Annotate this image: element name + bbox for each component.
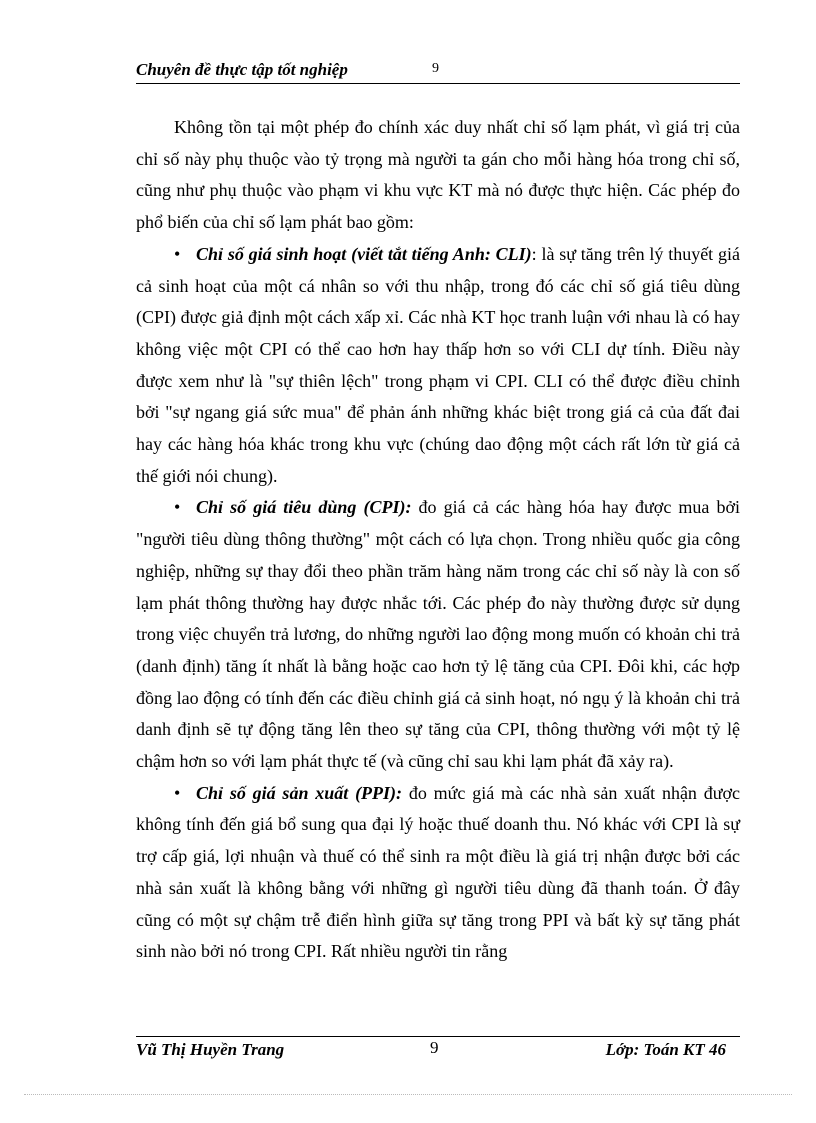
bullet-text: đo mức giá mà các nhà sản xuất nhận được không tính đến giá bổ sung qua đại lý hoặc thuế doanh thu. Nó khác với CPI là sự trợ cấp giá, lợi nhuận và thuế có thể sinh ra một điều là giá trị nhận được bởi các nhà sản xuất là không bằng với những gì người tiêu dùng đã thanh toán. Ở đây cũng có một sự chậm trễ điển hình giữa sự tăng trong PPI và bất kỳ sự tăng phát sinh nào bởi nó trong CPI. Rất nhiều người tin rằng	[136, 782, 740, 962]
bullet-icon: •	[174, 782, 181, 803]
bullet-item-cli	[136, 239, 740, 493]
page-bottom-border	[24, 1094, 792, 1095]
intro-paragraph: Không tồn tại một phép đo chính xác duy nhất chỉ số lạm phát, vì giá trị của chỉ số này phụ thuộc vào tỷ trọng mà người ta gán cho mỗi hàng hóa trong chỉ số, cũng như phụ thuộc vào phạm vi khu vực KT mà nó được thực hiện. Các phép đo phổ biến của chỉ số lạm phát bao gồm:	[136, 117, 740, 233]
bullet-term: Chỉ số giá sản xuất (PPI):	[196, 782, 403, 803]
header-rule	[136, 83, 740, 84]
page-header	[136, 60, 740, 84]
bullet-icon: •	[174, 497, 181, 518]
bullet-text: : là sự tăng trên lý thuyết giá cả sinh hoạt của một cá nhân so với thu nhập, trong đó các chỉ số giá tiêu dùng (CPI) được giả định một cách xấp xỉ. Các nhà KT học tranh luận với nhau là có hay không việc một CPI có thể cao hơn hay thấp hơn so với CLI dự tính. Điều này được xem như là "sự thiên lệch" trong phạm vi CPI. CLI có thể được điều chỉnh bởi "sự ngang giá sức mua" để phản ánh những khác biệt trong giá cả của đất đai hay các hàng hóa khác trong khu vực (chúng dao động một cách rất lớn từ giá cả thế giới nói chung).	[136, 243, 740, 486]
footer-rule	[136, 1036, 740, 1037]
bullet-term: Chỉ số giá tiêu dùng (CPI):	[196, 497, 412, 518]
document-body	[136, 112, 740, 968]
bullet-term: Chỉ số giá sinh hoạt (viết tắt tiếng Anh: CLI)	[196, 243, 532, 264]
bullet-icon: •	[174, 243, 181, 264]
header-title: Chuyên đề thực tập tốt nghiệp	[136, 60, 348, 79]
footer-class-label: Lớp: Toán KT 46	[605, 1040, 726, 1059]
page-footer	[136, 1040, 740, 1066]
bullet-text: đo giá cả các hàng hóa hay được mua bởi "người tiêu dùng thông thường" một cách có lựa chọn. Trong nhiều quốc gia công nghiệp, những sự thay đổi theo phần trăm hàng năm trong các chỉ số này là con số lạm phát thông thường hay được nhắc tới. Các phép đo này thường được sử dụng trong việc chuyển trả lương, do những người lao động mong muốn có khoản chi trả (danh định) tăng ít nhất là bằng hoặc cao hơn tỷ lệ tăng của CPI. Đôi khi, các hợp đồng lao động có tính đến các điều chỉnh giá cả sinh hoạt, nó ngụ ý là khoản chi trả danh định sẽ tự động tăng lên theo sự tăng của CPI, thông thường với một tỷ lệ chậm hơn so với lạm phát thực tế (và cũng chỉ sau khi lạm phát đã xảy ra).	[136, 497, 740, 772]
footer-author: Vũ Thị Huyền Trang	[136, 1040, 285, 1059]
bullet-item-ppi	[136, 778, 740, 968]
header-page-number: 9	[432, 61, 439, 76]
footer-page-number: 9	[430, 1038, 439, 1057]
bullet-item-cpi	[136, 492, 740, 777]
